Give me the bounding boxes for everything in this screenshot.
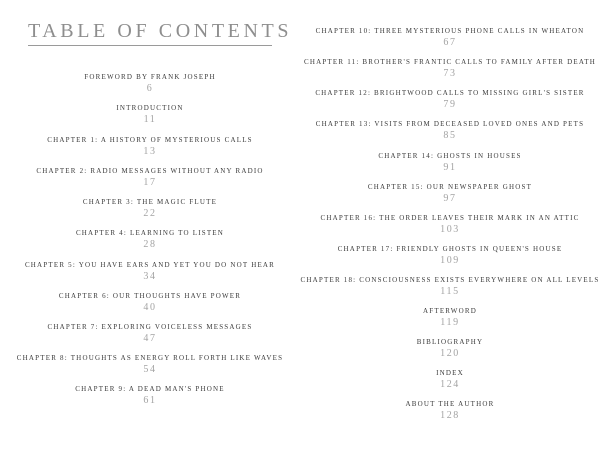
page-title: TABLE OF CONTENTS (28, 20, 293, 42)
toc-entry-label: FOREWORD BY FRANK JOSEPH (84, 73, 216, 81)
toc-entry-page: 13 (143, 146, 157, 157)
toc-entry-label: CHAPTER 6: OUR THOUGHTS HAVE POWER (58, 292, 242, 300)
toc-entry-page: 79 (443, 99, 457, 110)
toc-entry-label: CHAPTER 5: YOU HAVE EARS AND YET YOU DO NOT HEAR (24, 261, 276, 269)
toc-entry-label: INTRODUCTION (116, 104, 184, 112)
toc-entry (300, 400, 600, 422)
toc-entry (300, 276, 600, 298)
toc-entry-page: 34 (143, 271, 157, 282)
toc-entry (0, 104, 300, 126)
title-divider (28, 45, 272, 46)
toc-entry-page: 67 (443, 37, 457, 48)
toc-entry (0, 167, 300, 189)
toc-entry-label: CHAPTER 17: FRIENDLY GHOSTS IN QUEEN'S HOUSE (337, 245, 563, 253)
toc-entry-page: 115 (440, 286, 460, 297)
toc-entry (0, 198, 300, 220)
toc-entry (300, 152, 600, 174)
toc-entry-page: 128 (440, 410, 460, 421)
toc-entry (0, 229, 300, 251)
toc-entry-page: 119 (440, 317, 460, 328)
toc-entry (300, 369, 600, 391)
toc-entry-label: CHAPTER 13: VISITS FROM DECEASED LOVED ONES AND PETS (315, 120, 585, 128)
toc-entry-page: 91 (443, 162, 457, 173)
toc-entry-page: 47 (143, 333, 157, 344)
toc-entry-label: CHAPTER 10: THREE MYSTERIOUS PHONE CALLS IN WHEATON (315, 27, 585, 35)
toc-entry-page: 85 (443, 130, 457, 141)
toc-entry (300, 214, 600, 236)
toc-entry (0, 261, 300, 283)
toc-entry (0, 136, 300, 158)
toc-entry (300, 245, 600, 267)
right-page (300, 0, 600, 450)
toc-entry-label: CHAPTER 4: LEARNING TO LISTEN (75, 229, 225, 237)
toc-entry-page: 61 (143, 395, 157, 406)
toc-entry-label: CHAPTER 14: GHOSTS IN HOUSES (378, 152, 522, 160)
toc-entry-label: CHAPTER 16: THE ORDER LEAVES THEIR MARK IN AN ATTIC (320, 214, 580, 222)
toc-entry-label: CHAPTER 7: EXPLORING VOICELESS MESSAGES (47, 323, 253, 331)
toc-entry-page: 17 (143, 177, 157, 188)
toc-entry (300, 307, 600, 329)
toc-entry-label: CHAPTER 1: A HISTORY OF MYSTERIOUS CALLS (47, 136, 253, 144)
toc-entry (0, 292, 300, 314)
toc-entry-label: CHAPTER 2: RADIO MESSAGES WITHOUT ANY RADIO (36, 167, 264, 175)
toc-entry-page: 22 (143, 208, 157, 219)
toc-entry (300, 338, 600, 360)
toc-entry-label: CHAPTER 18: CONSCIOUSNESS EXISTS EVERYWHERE ON ALL LEVELS (300, 276, 600, 284)
toc-entry-page: 120 (440, 348, 460, 359)
toc-entry (0, 385, 300, 407)
toc-entry (0, 323, 300, 345)
toc-entry (300, 120, 600, 142)
toc-entry-label: CHAPTER 15: OUR NEWSPAPER GHOST (367, 183, 533, 191)
toc-entry-label: CHAPTER 3: THE MAGIC FLUTE (82, 198, 218, 206)
toc-entry-page: 40 (143, 302, 157, 313)
toc-entry-label: CHAPTER 8: THOUGHTS AS ENERGY ROLL FORTH LIKE WAVES (16, 354, 284, 362)
toc-entry-label: BIBLIOGRAPHY (416, 338, 484, 346)
toc-entry-page: 124 (440, 379, 460, 390)
toc-entry-page: 6 (146, 83, 154, 94)
toc-entry-page: 11 (143, 114, 157, 125)
toc-entry-page: 54 (143, 364, 157, 375)
toc-entry-label: AFTERWORD (423, 307, 477, 315)
toc-entry-label: CHAPTER 11: BROTHER'S FRANTIC CALLS TO FAMILY AFTER DEATH (303, 58, 597, 66)
toc-entry-page: 97 (443, 193, 457, 204)
toc-entry (300, 27, 600, 49)
toc-entry-page: 73 (443, 68, 457, 79)
toc-entry-page: 28 (143, 239, 157, 250)
toc-entry (0, 73, 300, 95)
toc-entry (300, 89, 600, 111)
toc-entry (0, 354, 300, 376)
toc-entry (300, 183, 600, 205)
toc-entry-page: 109 (440, 255, 460, 266)
toc-entry-page: 103 (440, 224, 460, 235)
toc-entry (300, 58, 600, 80)
toc-entry-label: ABOUT THE AUTHOR (405, 400, 495, 408)
toc-entry-label: CHAPTER 12: BRIGHTWOOD CALLS TO MISSING GIRL'S SISTER (315, 89, 585, 97)
toc-entry-label: INDEX (436, 369, 464, 377)
toc-entry-label: CHAPTER 9: A DEAD MAN'S PHONE (75, 385, 225, 393)
